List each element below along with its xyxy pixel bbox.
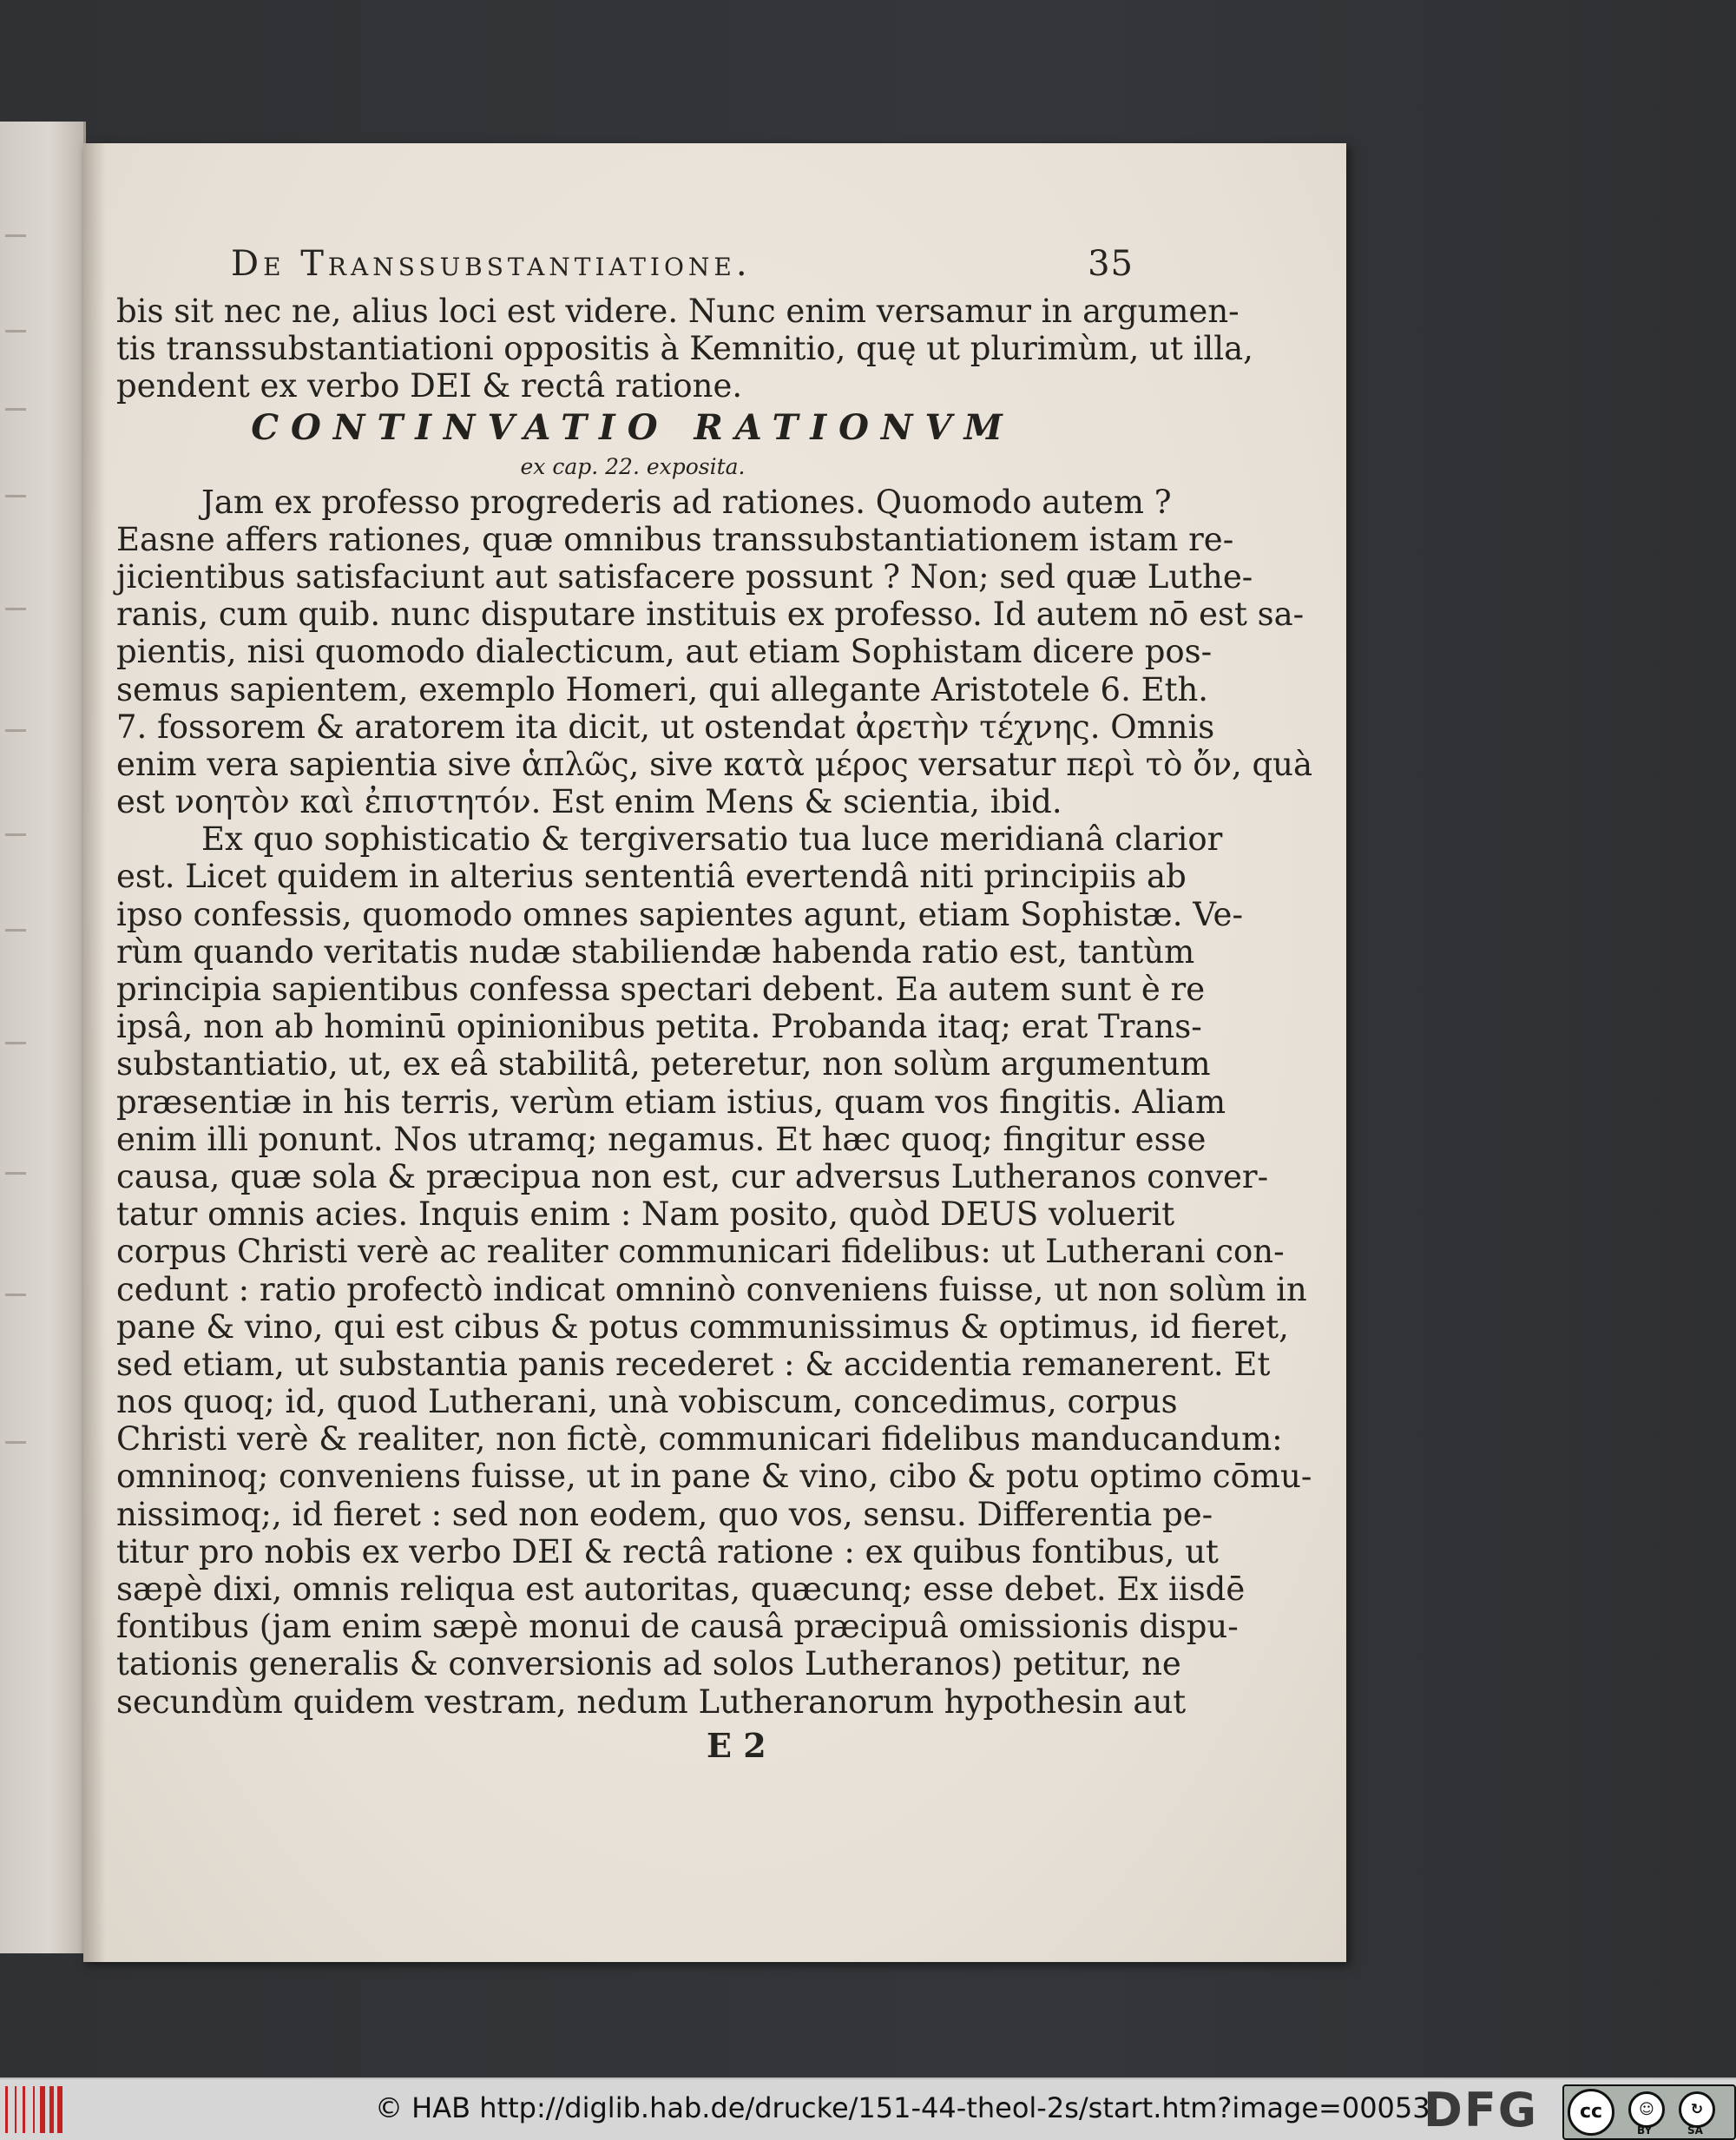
text-line: rùm quando veritatis nudæ stabiliendæ habenda ratio est, tantùm — [116, 932, 1195, 971]
sa-label: SA — [1687, 2124, 1703, 2137]
text-line: bis sit nec ne, alius loci est videre. Nunc enim versamur in argumen- — [116, 293, 1240, 330]
barcode-stripe — [15, 2086, 16, 2133]
share-alike-icon: ↻ — [1679, 2091, 1715, 2128]
text-line: Jam ex professo progrederis ad rationes. Quomodo autem ? — [201, 483, 1172, 521]
section-subheading: ex cap. 22. exposita. — [520, 453, 746, 479]
text-line: Christi verè & realiter, non fictè, communicari fidelibus manducandum: — [116, 1420, 1283, 1458]
text-line: est νοητὸν καὶ ἐπιστητόν. Est enim Mens & scientia, ibid. — [116, 783, 1062, 821]
signature-mark: E 2 — [707, 1726, 766, 1765]
dfg-logo[interactable]: DFG — [1424, 2083, 1539, 2137]
text-line: causa, quæ sola & præcipua non est, cur adversus Lutheranos conver- — [116, 1157, 1269, 1195]
previous-page-edge — [0, 122, 86, 1953]
page-number: 35 — [1088, 244, 1134, 284]
cc-icon: cc — [1568, 2089, 1614, 2136]
text-line: substantiatio, ut, ex eâ stabilitâ, peteretur, non solùm argumentum — [116, 1045, 1211, 1083]
text-line: semus sapientem, exemplo Homeri, qui allegante Aristotele 6. Eth. — [116, 670, 1209, 708]
barcode-stripe — [33, 2086, 35, 2133]
barcode-stripe — [49, 2086, 54, 2133]
text-line: præsentiæ in his terris, verùm etiam istius, quam vos fingitis. Aliam — [116, 1083, 1226, 1121]
text-line: tis transsubstantiationi oppositis à Kemnitio, quę ut plurimùm, ut illa, — [116, 330, 1253, 368]
text-line: sed etiam, ut substantia panis recederet : & accidentia remanerent. Et — [116, 1345, 1271, 1383]
copyright-url[interactable]: © HAB http://diglib.hab.de/drucke/151-44-theol-2s/start.htm?image=00053 — [375, 2091, 1430, 2124]
text-line: pientis, nisi quomodo dialecticum, aut etiam Sophistam dicere pos- — [116, 633, 1213, 671]
text-line: jicientibus satisfaciunt aut satisfacere possunt ? Non; sed quæ Luthe- — [116, 557, 1253, 596]
text-line: omninoq; conveniens fuisse, ut in pane & vino, cibo & potu optimo cōmu- — [116, 1458, 1312, 1496]
text-line: titur pro nobis ex verbo DEI & rectâ ratione : ex quibus fontibus, ut — [116, 1532, 1219, 1570]
text-line: enim vera sapientia sive ἁπλῶς, sive κατὰ μέρος versatur περὶ τὸ ὄν, quà — [116, 745, 1313, 783]
text-line: Ex quo sophisticatio & tergiversatio tua luce meridianâ clarior — [201, 820, 1223, 859]
page-gutter-shadow — [83, 143, 106, 1962]
text-line: tatur omnis acies. Inquis enim : Nam posito, quòd DEUS voluerit — [116, 1195, 1175, 1234]
barcode-stripe — [57, 2086, 62, 2133]
text-line: ipsâ, non ab hominū opinionibus petita. Probanda itaq; erat Trans- — [116, 1008, 1202, 1046]
text-line: est. Licet quidem in alterius sententiâ evertendâ niti principiis ab — [116, 858, 1187, 896]
text-line: secundùm quidem vestram, nedum Lutheranorum hypothesin aut — [116, 1682, 1187, 1721]
text-line: fontibus (jam enim sæpè monui de causâ præcipuâ omissionis dispu- — [116, 1608, 1239, 1646]
by-label: BY — [1637, 2124, 1653, 2137]
person-icon: ☺ — [1628, 2091, 1665, 2128]
text-line: cedunt : ratio profectò indicat omninò conveniens fuisse, ut non solùm in — [116, 1270, 1307, 1308]
barcode-stripe — [40, 2086, 45, 2133]
section-heading: CONTINVATIO RATIONVM — [251, 406, 1015, 448]
running-head — [231, 244, 1134, 287]
cc-license-badge[interactable] — [1562, 2084, 1736, 2140]
book-page-scan — [83, 143, 1346, 1962]
text-line: principia sapientibus confessa spectari debent. Ea autem sunt è re — [116, 971, 1206, 1008]
text-line: Easne affers rationes, quæ omnibus transsubstantiationem istam re- — [116, 520, 1234, 558]
text-line: ranis, cum quib. nunc disputare instituis ex professo. Id autem nō est sa- — [116, 596, 1305, 634]
text-line: enim illi ponunt. Nos utramq; negamus. Et hæc quoq; fingitur esse — [116, 1120, 1207, 1158]
text-line: ipso confessis, quomodo omnes sapientes agunt, etiam Sophistæ. Ve- — [116, 895, 1243, 933]
text-line: sæpè dixi, omnis reliqua est autoritas, quæcunq; esse debet. Ex iisdē — [116, 1570, 1246, 1608]
barcode-stripe — [5, 2086, 8, 2133]
text-line: pendent ex verbo DEI & rectâ ratione. — [116, 367, 743, 405]
footer-bar — [0, 2077, 1736, 2140]
text-line: nissimoq;, id fieret : sed non eodem, quo vos, sensu. Differentia pe- — [116, 1495, 1213, 1533]
text-line: tationis generalis & conversionis ad solos Lutheranos) petitur, ne — [116, 1645, 1181, 1683]
text-line: 7. fossorem & aratorem ita dicit, ut ostendat ἀρετὴν τέχνης. Omnis — [116, 708, 1215, 746]
text-line: pane & vino, qui est cibus & potus communissimus & optimus, id fieret, — [116, 1307, 1289, 1346]
body-text — [116, 293, 1313, 1721]
running-title: De Transsubstantiatione. — [231, 244, 752, 284]
text-line: nos quoq; id, quod Lutherani, unà vobiscum, concedimus, corpus — [116, 1383, 1178, 1421]
hab-barcode-logo[interactable] — [5, 2086, 73, 2133]
barcode-stripe — [23, 2086, 25, 2133]
text-line: corpus Christi verè ac realiter communicari fidelibus: ut Lutherani con- — [116, 1233, 1285, 1271]
